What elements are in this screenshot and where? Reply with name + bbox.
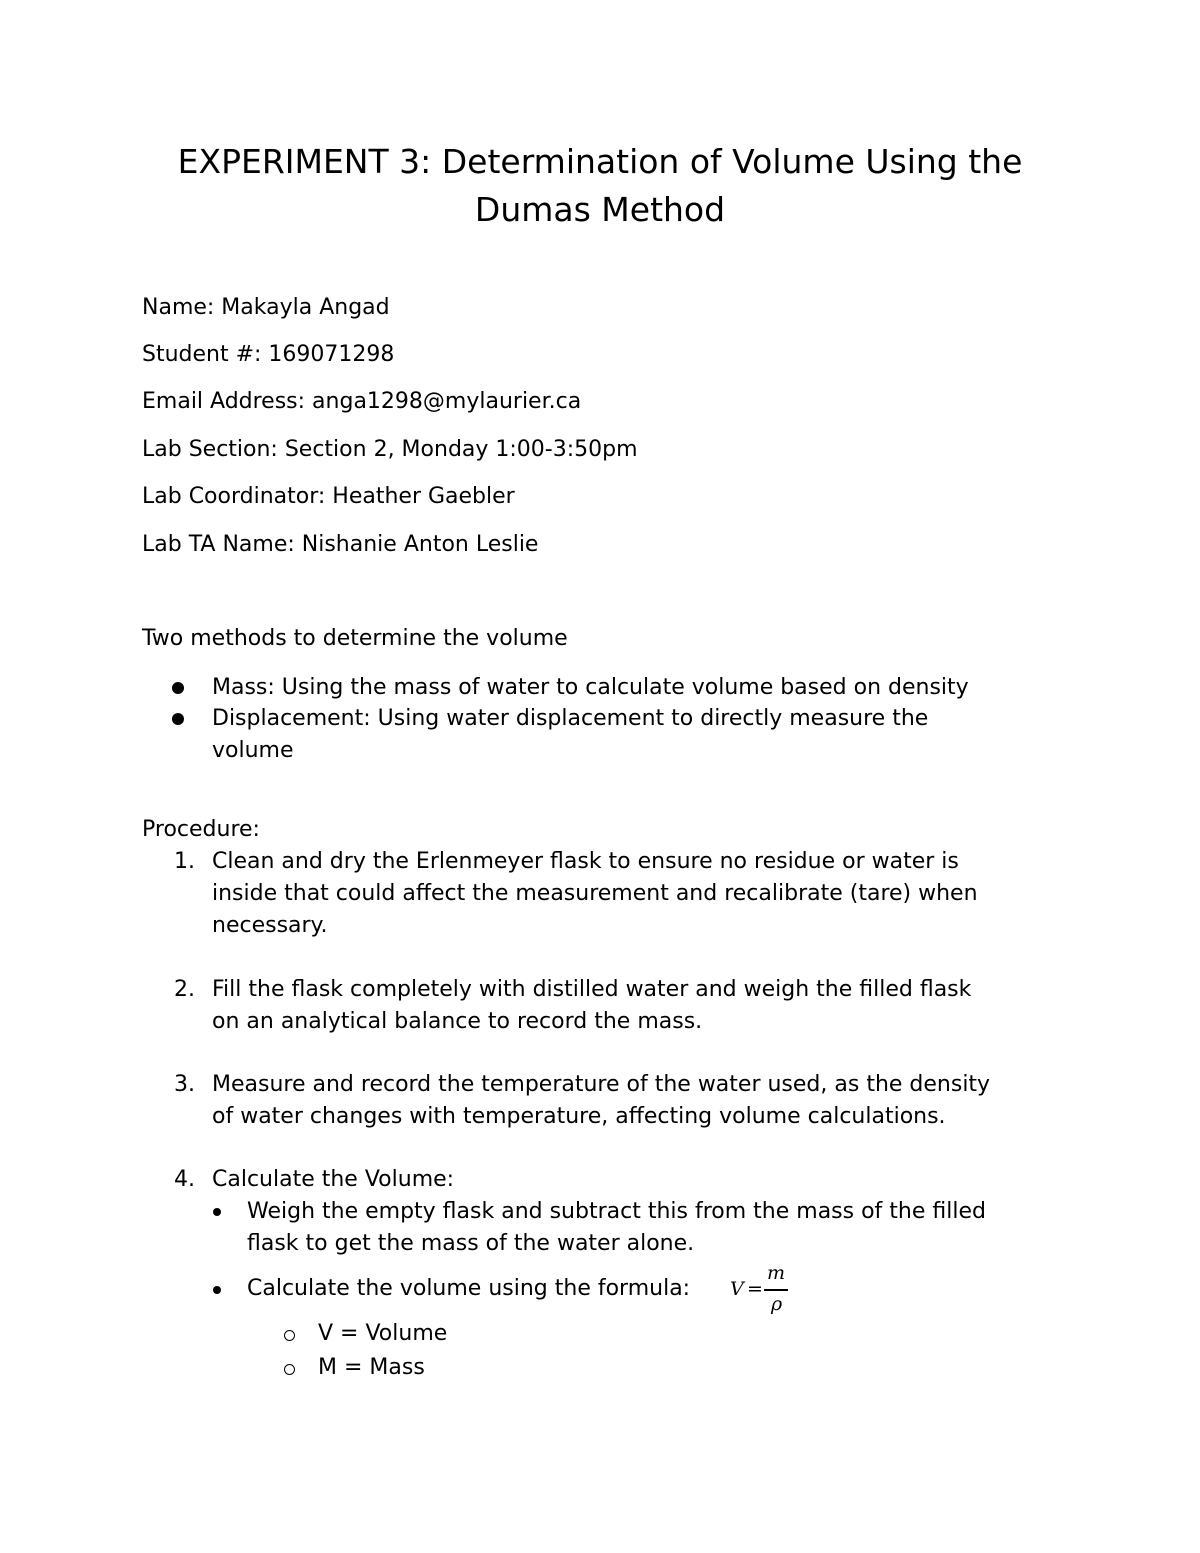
formula-equals: = [747, 1278, 763, 1300]
student-number: Student #: 169071298 [142, 342, 395, 367]
definition-mass: M = Mass [318, 1355, 425, 1380]
title-line-2: Dumas Method [474, 190, 726, 229]
step-2-line-2: on an analytical balance to record the mass. [212, 1009, 703, 1034]
bullet-icon [213, 1286, 221, 1294]
method-displacement-cont: volume [212, 738, 294, 763]
student-name: Name: Makayla Angad [142, 295, 390, 320]
step-3-line-2: of water changes with temperature, affecting volume calculations. [212, 1104, 946, 1129]
procedure-heading: Procedure: [142, 817, 260, 842]
sub-item-weigh-1: Weigh the empty flask and subtract this from the mass of the filled [247, 1199, 986, 1224]
formula-lhs: V [730, 1278, 744, 1300]
step-1-line-2: inside that could affect the measurement and recalibrate (tare) when [212, 881, 978, 906]
step-1-line-3: necessary. [212, 913, 328, 938]
formula-denominator: ρ [771, 1293, 783, 1315]
email-address: Email Address: anga1298@mylaurier.ca [142, 389, 582, 414]
bullet-icon [172, 682, 184, 694]
formula-numerator: m [767, 1262, 786, 1284]
circle-bullet-icon [284, 1330, 295, 1341]
lab-coordinator: Lab Coordinator: Heather Gaebler [142, 484, 515, 509]
step-3-line-1: Measure and record the temperature of the water used, as the density [212, 1072, 991, 1097]
lab-section: Lab Section: Section 2, Monday 1:00-3:50pm [142, 437, 638, 462]
definition-volume: V = Volume [318, 1321, 448, 1346]
sub-item-formula: Calculate the volume using the formula: [247, 1276, 691, 1301]
step-1-line-1: Clean and dry the Erlenmeyer flask to ensure no residue or water is [212, 849, 959, 874]
methods-heading: Two methods to determine the volume [142, 626, 568, 651]
title-line-1: EXPERIMENT 3: Determination of Volume Using the [177, 142, 1023, 181]
method-mass: Mass: Using the mass of water to calculate volume based on density [212, 675, 969, 700]
circle-bullet-icon [284, 1364, 295, 1375]
bullet-icon [172, 713, 184, 725]
step-number: 4. [174, 1167, 195, 1192]
bullet-icon [213, 1208, 221, 1216]
fraction-bar [764, 1289, 788, 1291]
lab-ta-name: Lab TA Name: Nishanie Anton Leslie [142, 532, 539, 557]
step-2-line-1: Fill the flask completely with distilled water and weigh the filled flask [212, 977, 972, 1002]
step-number: 1. [174, 849, 195, 874]
document-title [100, 138, 1100, 234]
method-displacement: Displacement: Using water displacement to directly measure the [212, 706, 929, 731]
sub-item-weigh-2: flask to get the mass of the water alone. [247, 1231, 695, 1256]
step-number: 3. [174, 1072, 195, 1097]
step-4-line-1: Calculate the Volume: [212, 1167, 455, 1192]
step-number: 2. [174, 977, 195, 1002]
